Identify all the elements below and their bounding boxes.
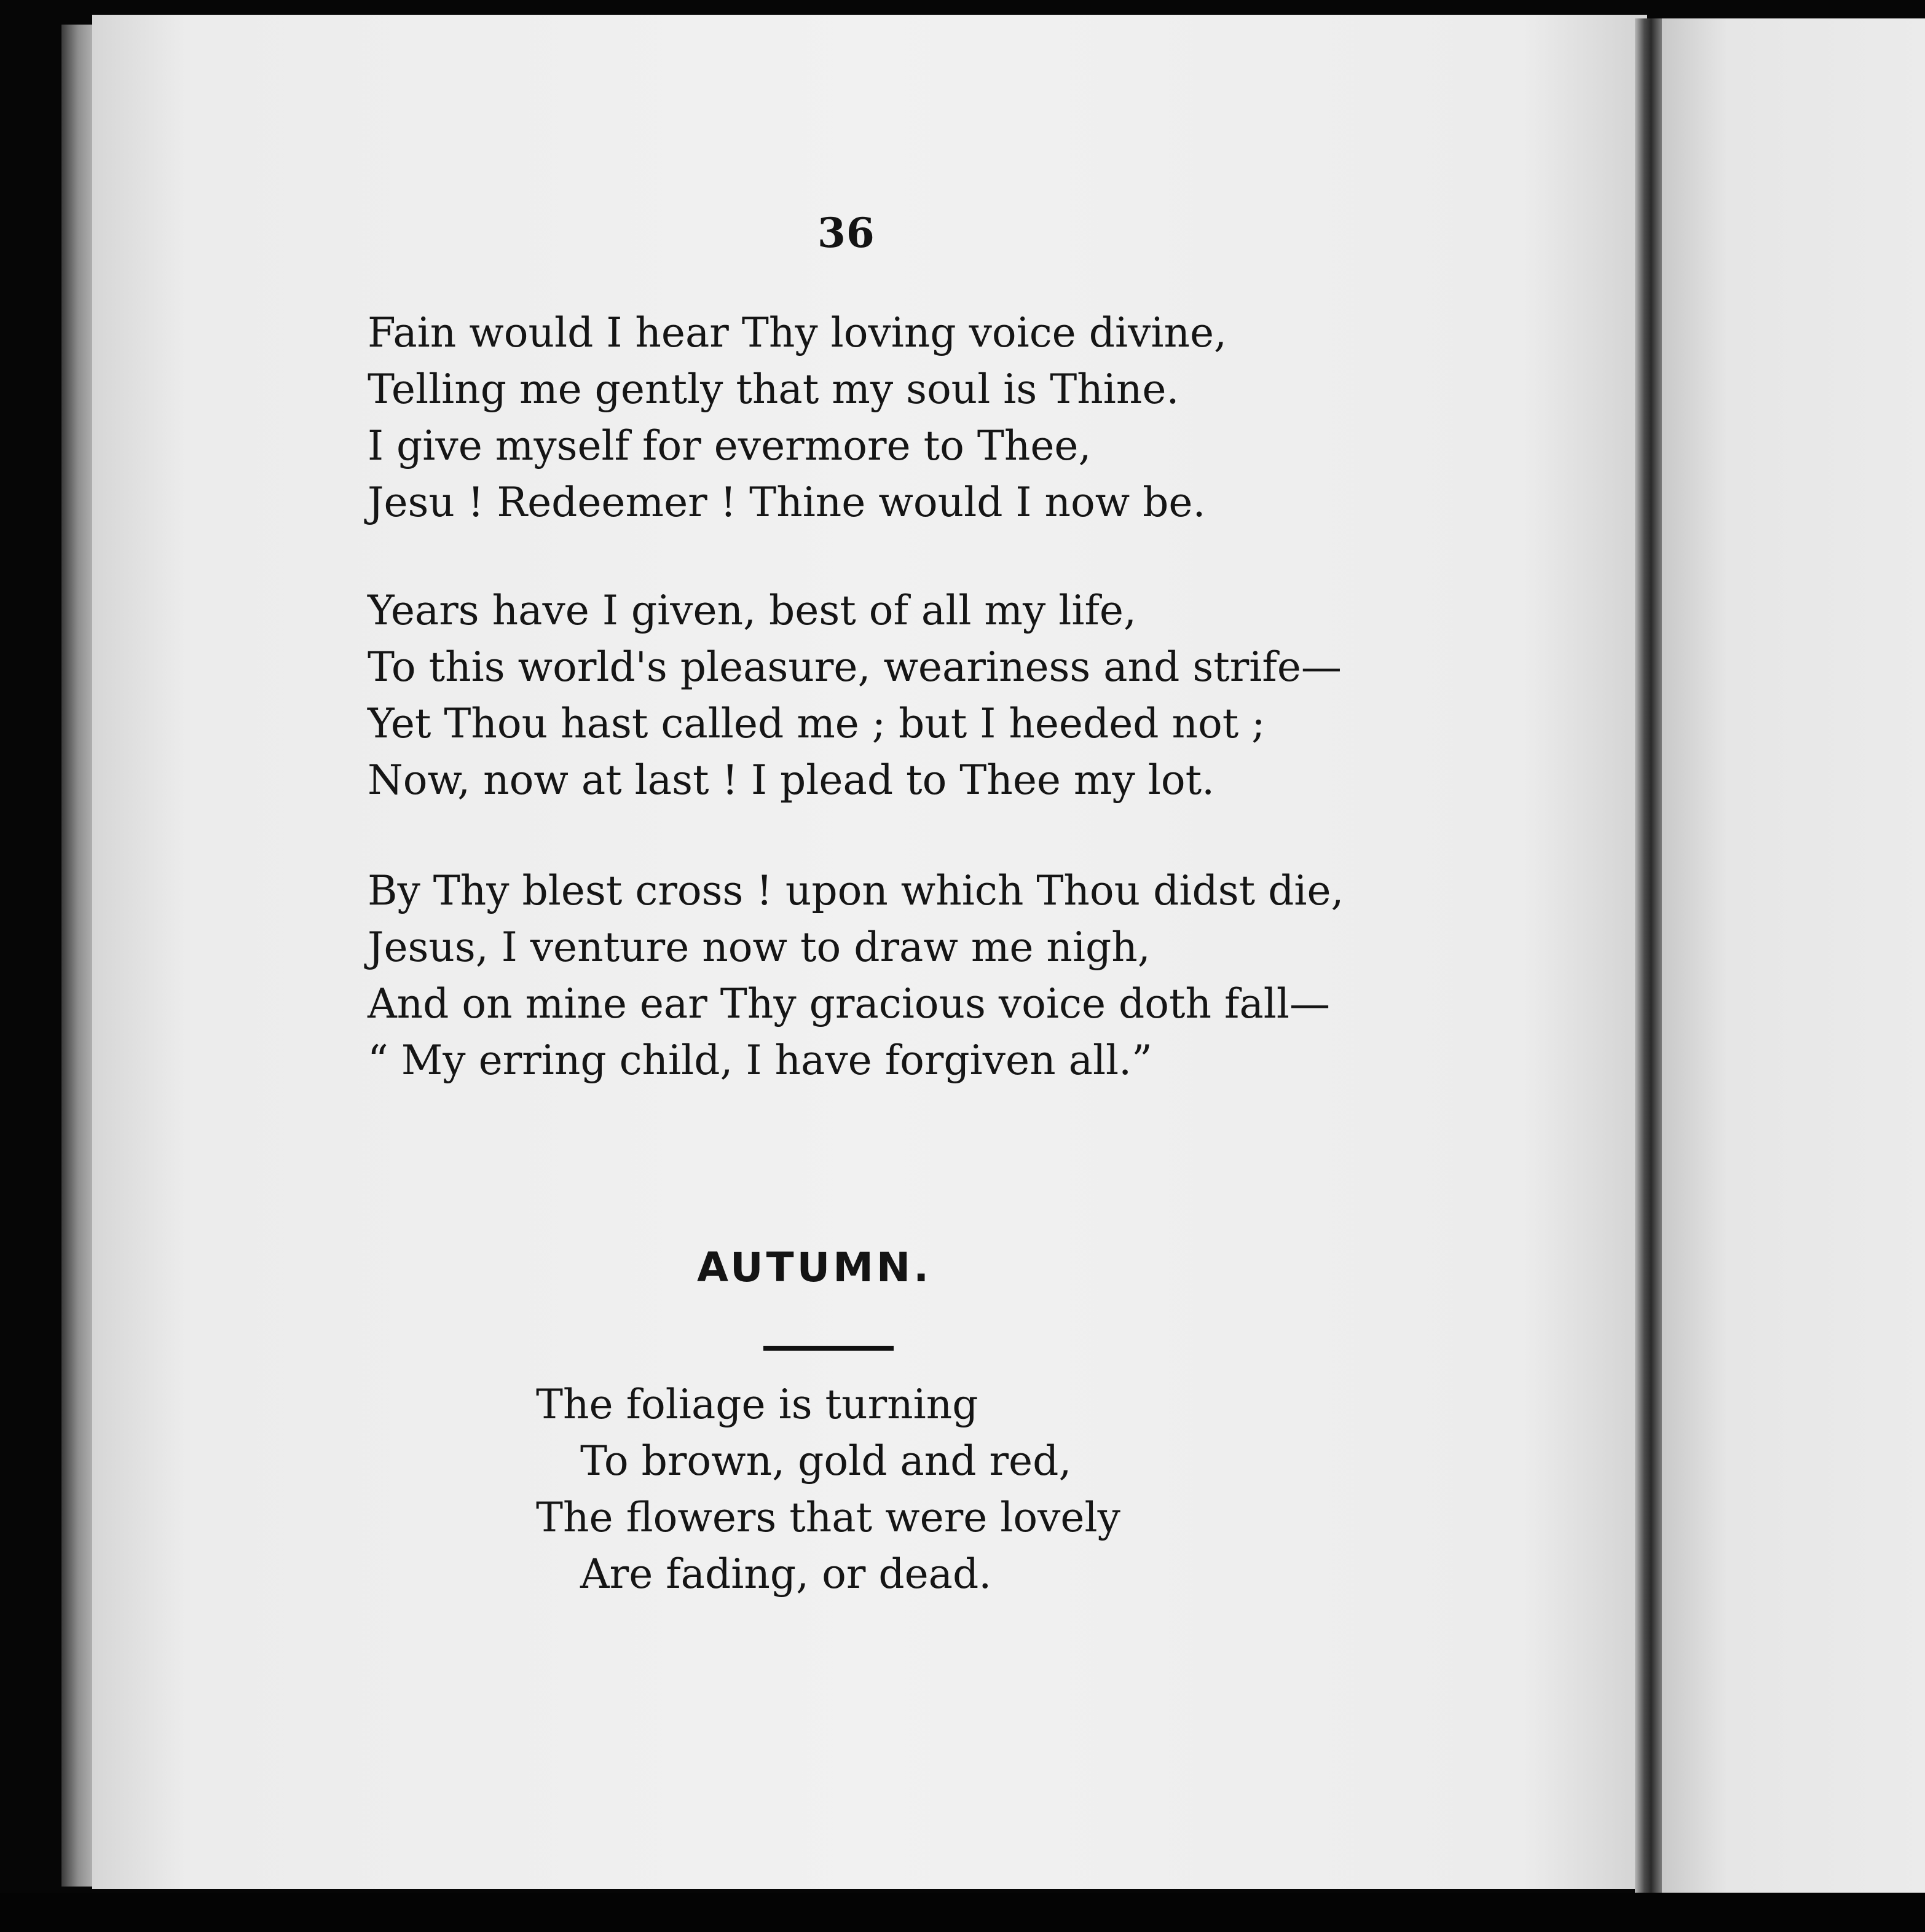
poem-line: Years have I given, best of all my life, [368, 587, 1136, 634]
right-page-edge [1662, 18, 1925, 1899]
page-number: 36 [817, 209, 875, 257]
poem-line: The foliage is turning [536, 1381, 978, 1428]
poem-line: By Thy blest cross ! upon which Thou didst die, [368, 867, 1344, 914]
poem-line: The flowers that were lovely [536, 1494, 1120, 1541]
poem-line: Jesus, I venture now to draw me nigh, [368, 924, 1151, 971]
title-rule-divider [763, 1346, 894, 1351]
poem-title: AUTUMN. [697, 1244, 932, 1291]
book-gutter [1635, 18, 1662, 1899]
autumn-poem-stanza [536, 1376, 1120, 1603]
poem-line: Telling me gently that my soul is Thine. [368, 366, 1179, 413]
stanza-2 [368, 583, 1342, 809]
poem-line: Now, now at last ! I plead to Thee my lot. [368, 756, 1215, 804]
stanza-3 [368, 863, 1344, 1089]
poem-line: To brown, gold and red, [580, 1437, 1072, 1485]
poem-line: Fain would I hear Thy loving voice divine, [368, 309, 1227, 356]
poem-line: “ My erring child, I have forgiven all.” [368, 1037, 1152, 1084]
poem-line: Are fading, or dead. [580, 1550, 992, 1598]
scan-border [0, 1893, 1925, 1932]
poem-line: And on mine ear Thy gracious voice doth fall— [368, 980, 1331, 1027]
stanza-1 [368, 305, 1227, 531]
poem-line: I give myself for evermore to Thee, [368, 422, 1092, 469]
poem-line: Jesu ! Redeemer ! Thine would I now be. [368, 479, 1206, 526]
poem-line: Yet Thou hast called me ; but I heeded not ; [368, 700, 1266, 747]
poem-line: To this world's pleasure, weariness and strife— [368, 643, 1342, 691]
